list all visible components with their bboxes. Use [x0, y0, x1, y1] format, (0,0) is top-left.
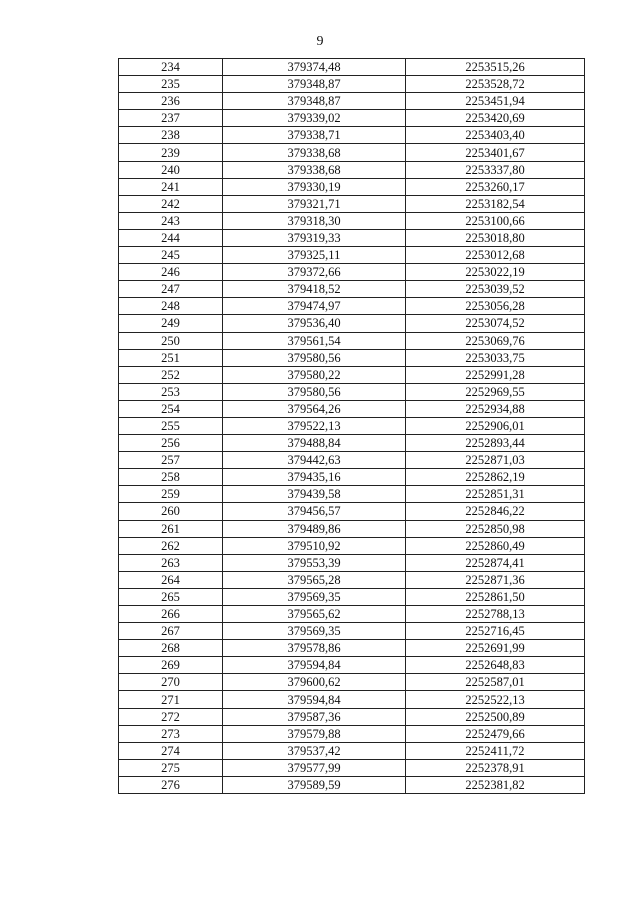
x-coordinate-cell: 379474,97	[223, 298, 406, 315]
table-row	[119, 247, 585, 264]
table-row	[119, 332, 585, 349]
point-number-cell: 252	[119, 366, 223, 383]
y-coordinate-cell: 2252991,28	[406, 366, 585, 383]
table-row	[119, 383, 585, 400]
y-coordinate-cell: 2252522,13	[406, 691, 585, 708]
table-row	[119, 623, 585, 640]
y-coordinate-cell: 2252411,72	[406, 742, 585, 759]
x-coordinate-cell: 379319,33	[223, 229, 406, 246]
x-coordinate-cell: 379442,63	[223, 452, 406, 469]
x-coordinate-cell: 379569,35	[223, 588, 406, 605]
point-number-cell: 249	[119, 315, 223, 332]
point-number-cell: 267	[119, 623, 223, 640]
point-number-cell: 265	[119, 588, 223, 605]
x-coordinate-cell: 379338,68	[223, 144, 406, 161]
y-coordinate-cell: 2252969,55	[406, 383, 585, 400]
y-coordinate-cell: 2253337,80	[406, 161, 585, 178]
y-coordinate-cell: 2252934,88	[406, 400, 585, 417]
y-coordinate-cell: 2253039,52	[406, 281, 585, 298]
table-row	[119, 195, 585, 212]
table-row	[119, 708, 585, 725]
x-coordinate-cell: 379580,56	[223, 349, 406, 366]
table-row	[119, 281, 585, 298]
x-coordinate-cell: 379587,36	[223, 708, 406, 725]
table-row	[119, 366, 585, 383]
point-number-cell: 246	[119, 264, 223, 281]
table-row	[119, 759, 585, 776]
y-coordinate-cell: 2252871,03	[406, 452, 585, 469]
x-coordinate-cell: 379579,88	[223, 725, 406, 742]
point-number-cell: 257	[119, 452, 223, 469]
y-coordinate-cell: 2252479,66	[406, 725, 585, 742]
x-coordinate-cell: 379561,54	[223, 332, 406, 349]
table-row	[119, 349, 585, 366]
point-number-cell: 255	[119, 417, 223, 434]
table-row	[119, 93, 585, 110]
table-row	[119, 76, 585, 93]
x-coordinate-cell: 379330,19	[223, 178, 406, 195]
y-coordinate-cell: 2253012,68	[406, 247, 585, 264]
x-coordinate-cell: 379580,22	[223, 366, 406, 383]
point-number-cell: 244	[119, 229, 223, 246]
point-number-cell: 234	[119, 59, 223, 76]
x-coordinate-cell: 379589,59	[223, 776, 406, 793]
y-coordinate-cell: 2253403,40	[406, 127, 585, 144]
table-row	[119, 178, 585, 195]
point-number-cell: 250	[119, 332, 223, 349]
point-number-cell: 247	[119, 281, 223, 298]
x-coordinate-cell: 379578,86	[223, 640, 406, 657]
x-coordinate-cell: 379338,68	[223, 161, 406, 178]
point-number-cell: 254	[119, 400, 223, 417]
table-row	[119, 640, 585, 657]
table-row	[119, 144, 585, 161]
x-coordinate-cell: 379456,57	[223, 503, 406, 520]
table-row	[119, 59, 585, 76]
point-number-cell: 239	[119, 144, 223, 161]
coordinates-table-body	[119, 59, 585, 794]
y-coordinate-cell: 2252861,50	[406, 588, 585, 605]
point-number-cell: 274	[119, 742, 223, 759]
point-number-cell: 253	[119, 383, 223, 400]
y-coordinate-cell: 2253033,75	[406, 349, 585, 366]
x-coordinate-cell: 379489,86	[223, 520, 406, 537]
y-coordinate-cell: 2252860,49	[406, 537, 585, 554]
table-row	[119, 657, 585, 674]
y-coordinate-cell: 2252691,99	[406, 640, 585, 657]
y-coordinate-cell: 2252587,01	[406, 674, 585, 691]
table-row	[119, 229, 585, 246]
table-row	[119, 674, 585, 691]
x-coordinate-cell: 379338,71	[223, 127, 406, 144]
point-number-cell: 268	[119, 640, 223, 657]
point-number-cell: 266	[119, 606, 223, 623]
x-coordinate-cell: 379348,87	[223, 93, 406, 110]
point-number-cell: 237	[119, 110, 223, 127]
y-coordinate-cell: 2253401,67	[406, 144, 585, 161]
table-row	[119, 776, 585, 793]
y-coordinate-cell: 2253451,94	[406, 93, 585, 110]
y-coordinate-cell: 2253100,66	[406, 212, 585, 229]
table-row	[119, 127, 585, 144]
y-coordinate-cell: 2252378,91	[406, 759, 585, 776]
x-coordinate-cell: 379600,62	[223, 674, 406, 691]
coordinates-table	[118, 58, 585, 794]
point-number-cell: 261	[119, 520, 223, 537]
point-number-cell: 240	[119, 161, 223, 178]
x-coordinate-cell: 379321,71	[223, 195, 406, 212]
x-coordinate-cell: 379577,99	[223, 759, 406, 776]
table-row	[119, 606, 585, 623]
point-number-cell: 264	[119, 571, 223, 588]
x-coordinate-cell: 379439,58	[223, 486, 406, 503]
point-number-cell: 238	[119, 127, 223, 144]
table-row	[119, 110, 585, 127]
x-coordinate-cell: 379348,87	[223, 76, 406, 93]
point-number-cell: 275	[119, 759, 223, 776]
point-number-cell: 259	[119, 486, 223, 503]
point-number-cell: 273	[119, 725, 223, 742]
x-coordinate-cell: 379374,48	[223, 59, 406, 76]
y-coordinate-cell: 2252716,45	[406, 623, 585, 640]
table-row	[119, 469, 585, 486]
y-coordinate-cell: 2252850,98	[406, 520, 585, 537]
table-row	[119, 691, 585, 708]
table-row	[119, 264, 585, 281]
y-coordinate-cell: 2252862,19	[406, 469, 585, 486]
y-coordinate-cell: 2252893,44	[406, 435, 585, 452]
table-row	[119, 742, 585, 759]
table-row	[119, 520, 585, 537]
point-number-cell: 272	[119, 708, 223, 725]
y-coordinate-cell: 2252500,89	[406, 708, 585, 725]
x-coordinate-cell: 379372,66	[223, 264, 406, 281]
x-coordinate-cell: 379488,84	[223, 435, 406, 452]
table-row	[119, 486, 585, 503]
x-coordinate-cell: 379418,52	[223, 281, 406, 298]
table-row	[119, 588, 585, 605]
point-number-cell: 262	[119, 537, 223, 554]
point-number-cell: 236	[119, 93, 223, 110]
x-coordinate-cell: 379565,62	[223, 606, 406, 623]
y-coordinate-cell: 2253018,80	[406, 229, 585, 246]
point-number-cell: 269	[119, 657, 223, 674]
table-row	[119, 503, 585, 520]
point-number-cell: 241	[119, 178, 223, 195]
x-coordinate-cell: 379318,30	[223, 212, 406, 229]
x-coordinate-cell: 379536,40	[223, 315, 406, 332]
point-number-cell: 276	[119, 776, 223, 793]
point-number-cell: 245	[119, 247, 223, 264]
x-coordinate-cell: 379553,39	[223, 554, 406, 571]
table-row	[119, 400, 585, 417]
y-coordinate-cell: 2252874,41	[406, 554, 585, 571]
point-number-cell: 263	[119, 554, 223, 571]
y-coordinate-cell: 2253528,72	[406, 76, 585, 93]
table-row	[119, 298, 585, 315]
table-row	[119, 212, 585, 229]
point-number-cell: 248	[119, 298, 223, 315]
x-coordinate-cell: 379569,35	[223, 623, 406, 640]
y-coordinate-cell: 2253260,17	[406, 178, 585, 195]
y-coordinate-cell: 2252846,22	[406, 503, 585, 520]
y-coordinate-cell: 2252648,83	[406, 657, 585, 674]
y-coordinate-cell: 2253420,69	[406, 110, 585, 127]
table-row	[119, 571, 585, 588]
y-coordinate-cell: 2253515,26	[406, 59, 585, 76]
y-coordinate-cell: 2253069,76	[406, 332, 585, 349]
point-number-cell: 242	[119, 195, 223, 212]
point-number-cell: 258	[119, 469, 223, 486]
x-coordinate-cell: 379594,84	[223, 691, 406, 708]
point-number-cell: 235	[119, 76, 223, 93]
y-coordinate-cell: 2252381,82	[406, 776, 585, 793]
x-coordinate-cell: 379325,11	[223, 247, 406, 264]
table-row	[119, 417, 585, 434]
table-row	[119, 435, 585, 452]
x-coordinate-cell: 379594,84	[223, 657, 406, 674]
point-number-cell: 260	[119, 503, 223, 520]
point-number-cell: 271	[119, 691, 223, 708]
x-coordinate-cell: 379565,28	[223, 571, 406, 588]
point-number-cell: 251	[119, 349, 223, 366]
y-coordinate-cell: 2253074,52	[406, 315, 585, 332]
x-coordinate-cell: 379522,13	[223, 417, 406, 434]
y-coordinate-cell: 2253022,19	[406, 264, 585, 281]
x-coordinate-cell: 379339,02	[223, 110, 406, 127]
y-coordinate-cell: 2253182,54	[406, 195, 585, 212]
table-row	[119, 725, 585, 742]
x-coordinate-cell: 379510,92	[223, 537, 406, 554]
y-coordinate-cell: 2252851,31	[406, 486, 585, 503]
table-row	[119, 554, 585, 571]
table-row	[119, 315, 585, 332]
y-coordinate-cell: 2252788,13	[406, 606, 585, 623]
point-number-cell: 256	[119, 435, 223, 452]
x-coordinate-cell: 379580,56	[223, 383, 406, 400]
page-number: 9	[316, 34, 324, 49]
y-coordinate-cell: 2253056,28	[406, 298, 585, 315]
table-row	[119, 161, 585, 178]
table-row	[119, 537, 585, 554]
x-coordinate-cell: 379435,16	[223, 469, 406, 486]
point-number-cell: 243	[119, 212, 223, 229]
point-number-cell: 270	[119, 674, 223, 691]
table-row	[119, 452, 585, 469]
x-coordinate-cell: 379537,42	[223, 742, 406, 759]
y-coordinate-cell: 2252871,36	[406, 571, 585, 588]
x-coordinate-cell: 379564,26	[223, 400, 406, 417]
y-coordinate-cell: 2252906,01	[406, 417, 585, 434]
